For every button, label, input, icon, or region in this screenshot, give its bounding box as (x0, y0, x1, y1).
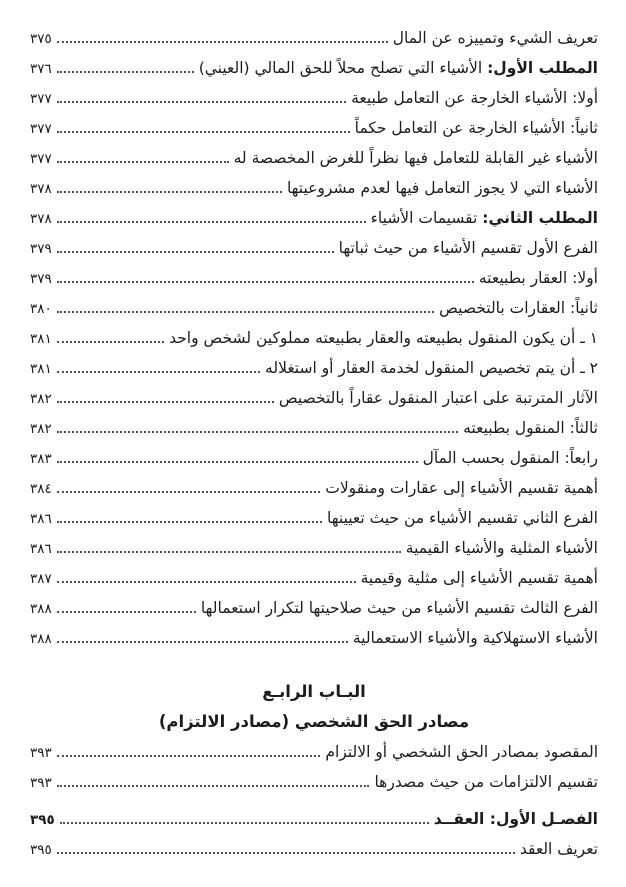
toc-entry (30, 834, 598, 864)
toc-entry-title: ثانياً: الأشياء الخارجة عن التعامل حكماً (354, 119, 598, 137)
toc-entry-page-number: ٣٧٧ (30, 91, 52, 107)
toc-entry-title: ١ ـ أن يكون المنقول بطبيعته والعقار بطبيعته مملوكين لشخص واحد (169, 329, 598, 347)
toc-entry-page-number: ٣٧٩ (30, 271, 52, 287)
toc-entry (30, 804, 598, 834)
toc-entry (30, 233, 598, 263)
toc-entry-title-bold-prefix: المطلب الأول: (487, 59, 598, 77)
toc-entry-page-number: ٣٧٧ (30, 151, 52, 167)
toc-entry-page-number: ٣٨٤ (30, 481, 52, 497)
toc-entry (30, 533, 598, 563)
toc-entry-page-number: ٣٧٨ (30, 181, 52, 197)
toc-entry-page-number: ٣٧٧ (30, 121, 52, 137)
toc-entry-page-number: ٣٨٢ (30, 421, 52, 437)
toc-entry (30, 623, 598, 653)
toc-entry-title: الأشياء غير القابلة للتعامل فيها نظراً للغرض المخصصة له (233, 149, 598, 167)
toc-entry-title: الأشياء التي لا يجوز التعامل فيها لعدم مشروعيتها (286, 179, 598, 197)
toc-entry-page-number: ٣٨٨ (30, 631, 52, 647)
dot-leader (57, 371, 260, 373)
section-heading (30, 677, 598, 737)
toc-entry-page-number: ٣٩٣ (30, 745, 52, 761)
toc-entry-title: الأشياء الاستهلاكية والأشياء الاستعمالية (352, 629, 598, 647)
dot-leader (57, 41, 388, 43)
toc-entry-title: الآثار المترتبة على اعتبار المنقول عقاراً بالتخصيص (278, 389, 598, 407)
toc-entry (30, 53, 598, 83)
section-subtitle: مصادر الحق الشخصي (مصادر الالتزام) (158, 712, 470, 731)
toc-entry (30, 593, 598, 623)
toc-entry-page-number: ٣٩٥ (30, 812, 55, 828)
toc-entry (30, 263, 598, 293)
toc-entry (30, 323, 598, 353)
toc-entry (30, 293, 598, 323)
toc-entry-title: ثالثاً: المنقول بطبيعته (463, 419, 598, 437)
dot-leader (57, 461, 418, 463)
toc-entry-page-number: ٣٧٥ (30, 31, 52, 47)
toc-entry-page-number: ٣٨٣ (30, 451, 52, 467)
toc-entry-page-number: ٣٧٦ (30, 61, 52, 77)
toc-entry (30, 443, 598, 473)
toc-entries-top (30, 23, 598, 653)
toc-entry-title: رابعاً: المنقول بحسب المآل (422, 449, 598, 467)
toc-entry-page-number: ٣٨٢ (30, 391, 52, 407)
toc-entry-title: المطلب الأول: الأشياء التي تصلح محلاً للحق المالي (العيني) (198, 59, 598, 77)
toc-entry (30, 113, 598, 143)
toc-entry-page-number: ٣٨١ (30, 331, 52, 347)
dot-leader (57, 581, 356, 583)
toc-entry-title: الفرع الأول تقسيم الأشياء من حيث ثباتها (338, 239, 598, 257)
toc-entry-title: أولا: العقار بطبيعته (478, 269, 598, 287)
dot-leader (57, 551, 401, 553)
toc-entry-page-number: ٣٨٨ (30, 601, 52, 617)
dot-leader (57, 131, 350, 133)
toc-entry-page-number: ٣٨٠ (30, 301, 52, 317)
dot-leader (57, 161, 229, 163)
toc-entry-title: الأشياء المثلية والأشياء القيمية (405, 539, 598, 557)
toc-entry-title: الفرع الثاني تقسيم الأشياء من حيث تعيينها (327, 509, 598, 527)
toc-entry-page-number: ٣٨٦ (30, 541, 52, 557)
dot-leader (57, 221, 366, 223)
toc-entry (30, 353, 598, 383)
toc-entry-title: الفصـل الأول: العقــد (433, 810, 598, 828)
toc-entry-page-number: ٣٧٩ (30, 241, 52, 257)
dot-leader (57, 311, 434, 313)
toc-entry-page-number: ٣٨٧ (30, 571, 52, 587)
toc-entry-title-bold-prefix: المطلب الثاني: (482, 209, 598, 227)
dot-leader (57, 431, 458, 433)
dot-leader (57, 191, 282, 193)
dot-leader (57, 341, 164, 343)
toc-entry (30, 203, 598, 233)
toc-entry-title: تقسيم الالتزامات من حيث مصدرها (374, 773, 598, 791)
toc-entry (30, 563, 598, 593)
toc-entry-page-number: ٣٩٣ (30, 775, 52, 791)
toc-entry (30, 767, 598, 797)
toc-entry (30, 503, 598, 533)
toc-entries-bottom (30, 737, 598, 864)
dot-leader (57, 852, 515, 854)
toc-entry-page-number: ٣٩٥ (30, 842, 52, 858)
dot-leader (57, 785, 370, 787)
dot-leader (57, 101, 346, 103)
toc-entry (30, 23, 598, 53)
toc-entry-title: تعريف الشيء وتمييزه عن المال (392, 29, 598, 47)
toc-entry-title: الفرع الثالث تقسيم الأشياء من حيث صلاحيتها لتكرار استعمالها (200, 599, 598, 617)
toc-entry-title: أولا: الأشياء الخارجة عن التعامل طبيعة (351, 89, 598, 107)
toc-entry-page-number: ٣٧٨ (30, 211, 52, 227)
dot-leader (57, 251, 334, 253)
toc-entry (30, 143, 598, 173)
dot-leader (57, 521, 322, 523)
toc-entry (30, 413, 598, 443)
toc-entry (30, 173, 598, 203)
dot-leader (57, 641, 348, 643)
toc-entry-title: المطلب الثاني: تقسيمات الأشياء (370, 209, 598, 227)
toc-entry-title: أهمية تقسيم الأشياء إلى مثلية وقيمية (360, 569, 598, 587)
toc-entry-title: ثانياً: العقارات بالتخصيص (439, 299, 598, 317)
toc-entry (30, 83, 598, 113)
toc-entry (30, 473, 598, 503)
dot-leader (57, 611, 196, 613)
dot-leader (57, 281, 474, 283)
toc-entry (30, 737, 598, 767)
toc-entry-title: المقصود بمصادر الحق الشخصي أو الالتزام (325, 743, 598, 761)
dot-leader (57, 401, 274, 403)
toc-entry-title: أهمية تقسيم الأشياء إلى عقارات ومنقولات (325, 479, 598, 497)
toc-entry-page-number: ٣٨١ (30, 361, 52, 377)
dot-leader (60, 822, 429, 824)
toc-entry-title: تعريف العقد (519, 840, 598, 858)
section-title: البـاب الرابـع (262, 682, 366, 701)
dot-leader (57, 71, 194, 73)
toc-entry-title: ٢ ـ أن يتم تخصيص المنقول لخدمة العقار أو استغلاله (265, 359, 598, 377)
dot-leader (57, 491, 320, 493)
toc-entry-page-number: ٣٨٦ (30, 511, 52, 527)
dot-leader (57, 755, 321, 757)
toc-entry (30, 383, 598, 413)
